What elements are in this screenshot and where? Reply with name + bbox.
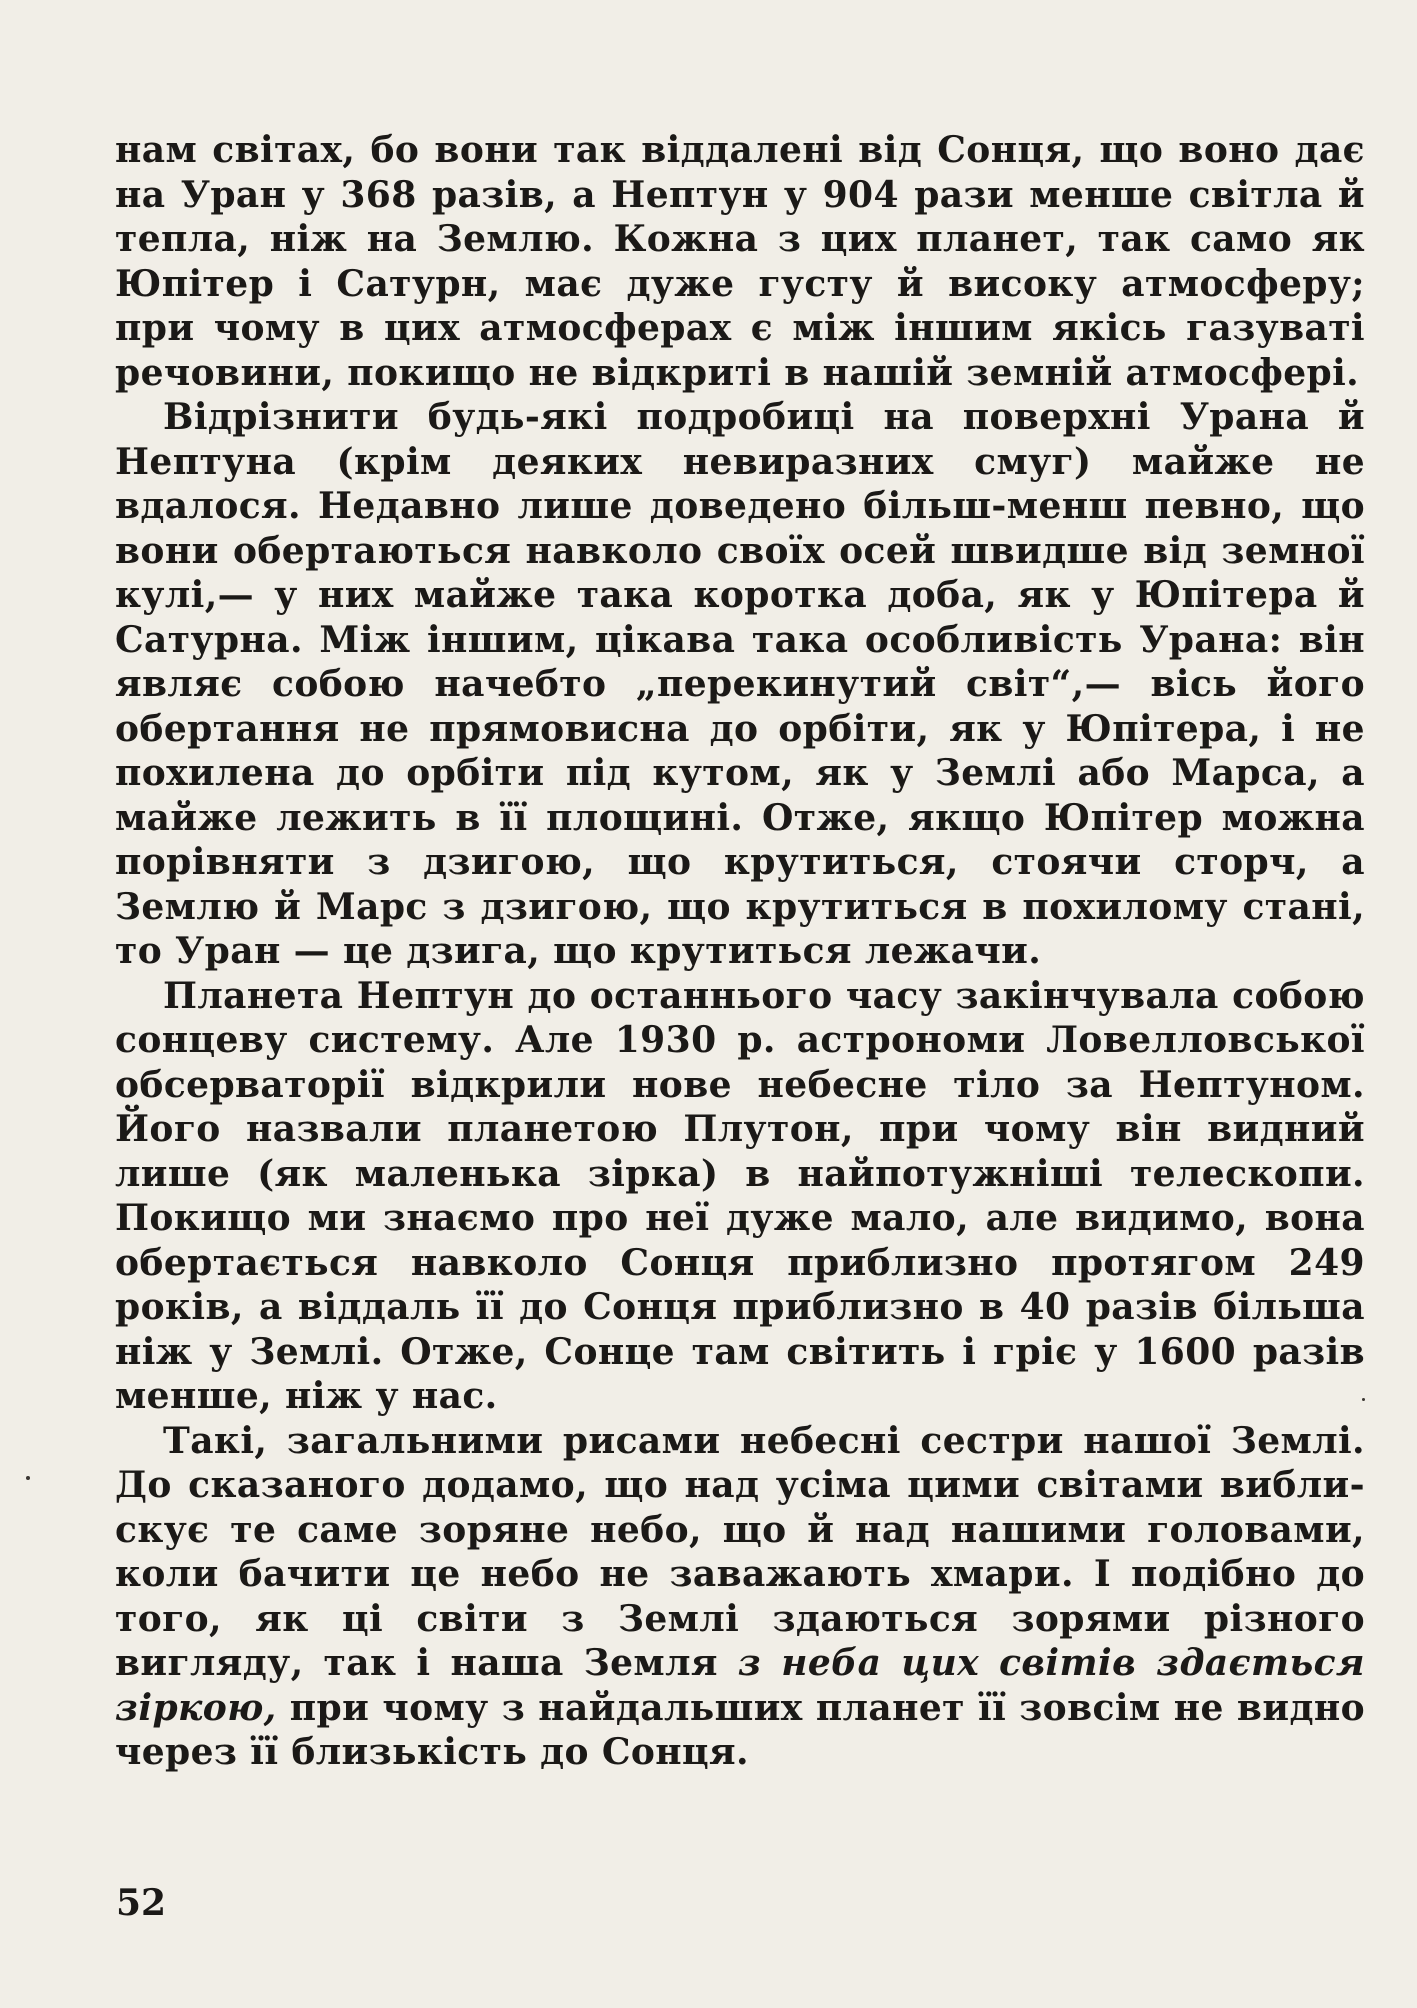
paragraph-4-text-b: при чому з найдальших планет її зовсім не видно через її близькість до Сонця. — [115, 1686, 1365, 1773]
scan-speck — [1362, 1398, 1365, 1401]
page-number: 52 — [116, 1882, 167, 1924]
body-text — [115, 128, 1365, 1775]
paragraph-4-text-a: Такі, загальними рисами небесні сестри нашої Землі. До сказаного додамо, що над усіма цими світами вибли-скує те саме зоряне небо, що й над нашими головами, коли бачити це небо не заважають хмари. І подібно до того, як ці світи з Землі здаються зорями різного вигляду, так і наша Земля — [115, 1419, 1365, 1684]
paragraph-2: Відрізнити будь-які подробиці на поверхні Урана й Нептуна (крім деяких невиразних смуг) майже не вдалося. Недавно лише доведено більш-менш певно, що вони обертаються навколо своїх осей швидше від земної кулі,— у них майже така коротка доба, як у Юпітера й Сатурна. Між іншим, цікава така особливість Урана: він являє собою начебто „перекинутий світ“,— вісь його обертання не прямовисна до орбіти, як у Юпітера, і не похилена до орбіти під кутом, як у Землі або Марса, а майже лежить в її площині. Отже, якщо Юпітер можна порівняти з дзигою, що крутиться, стоячи сторч, а Землю й Марс з дзигою, що крутиться в похилому стані, то Уран — це дзига, що крутиться лежачи. — [115, 396, 1365, 972]
paragraph-4 — [115, 1419, 1365, 1775]
paragraph-3: Планета Нептун до останнього часу закінчувала собою сонцеву систему. Але 1930 р. астрономи Ловелловської обсерваторії відкрили нове небесне тіло за Нептуном. Його назвали планетою Плутон, при чому він видний лише (як маленька зірка) в найпотужніші телескопи. Покищо ми знаємо про неї дуже мало, але видимо, вона обертається навколо Сонця приблизно протягом 249 років, а віддаль її до Сонця приблизно в 40 разів більша ніж у Землі. Отже, Сонце там світить і гріє у 1600 разів менше, ніж у нас. — [115, 974, 1365, 1417]
paragraph-4-italic: з неба цих світів здається зіркою, — [115, 1642, 1365, 1729]
paragraph-1: нам світах, бо вони так віддалені від Сонця, що воно дає на Уран у 368 разів, а Нептун у 904 рази менше світла й тепла, ніж на Землю. Кожна з цих планет, так само як Юпітер і Сатурн, має дуже густу й високу атмосферу; при чому в цих атмосферах є між іншим якісь газуваті речовини, покищо не відкриті в нашій земній атмосфері. — [115, 129, 1365, 394]
scan-speck — [26, 1476, 30, 1480]
